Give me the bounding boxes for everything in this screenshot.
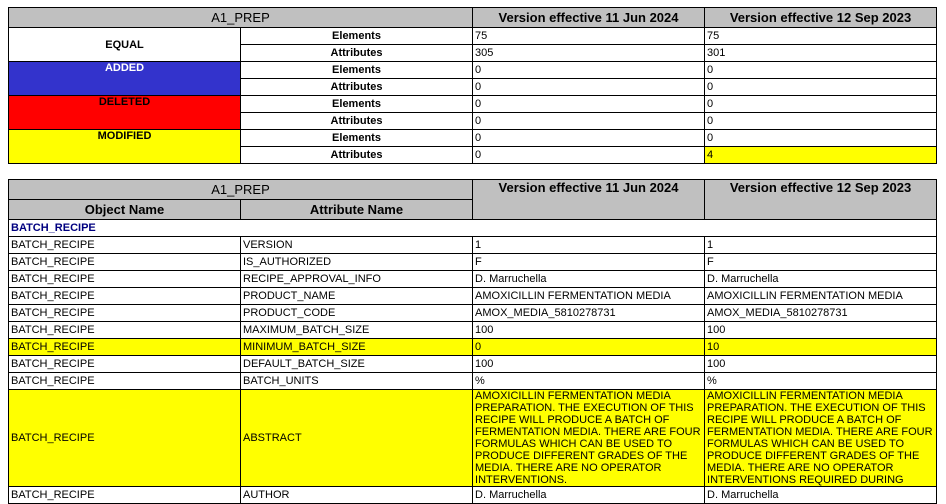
added-attributes-a: 0 [473,79,705,96]
category-added: ADDED [9,62,241,96]
row-value-version-b: D. Marruchella [705,487,937,504]
row-value-version-b: F [705,254,937,271]
category-equal: EQUAL [9,28,241,62]
equal-elements-a: 75 [473,28,705,45]
metric-label-elements: Elements [241,62,473,79]
row-value-version-b: D. Marruchella [705,271,937,288]
detail-rows [9,237,937,504]
row-value-version-b: 10 [705,339,937,356]
deleted-attributes-b: 0 [705,113,937,130]
row-value-version-a: 100 [473,322,705,339]
table-row [9,390,937,487]
row-value-version-a: 100 [473,356,705,373]
row-object-name: BATCH_RECIPE [9,390,241,487]
row-value-version-a: % [473,373,705,390]
row-value-version-b: AMOXICILLIN FERMENTATION MEDIA [705,288,937,305]
equal-elements-b: 75 [705,28,937,45]
row-object-name: BATCH_RECIPE [9,487,241,504]
metric-label-attributes: Attributes [241,79,473,96]
row-object-name: BATCH_RECIPE [9,322,241,339]
deleted-attributes-a: 0 [473,113,705,130]
table-row [9,356,937,373]
row-attribute-name: AUTHOR [241,487,473,504]
added-attributes-b: 0 [705,79,937,96]
row-attribute-name: VERSION [241,237,473,254]
row-attribute-name: ABSTRACT [241,390,473,487]
table-row [9,237,937,254]
equal-attributes-a: 305 [473,45,705,62]
row-object-name: BATCH_RECIPE [9,288,241,305]
summary-table [8,7,937,164]
row-value-version-a: AMOX_MEDIA_5810278731 [473,305,705,322]
added-elements-b: 0 [705,62,937,79]
table-row [9,254,937,271]
deleted-elements-b: 0 [705,96,937,113]
table-row [9,305,937,322]
metric-label-elements: Elements [241,96,473,113]
modified-attributes-a: 0 [473,147,705,164]
detail-version-b-header: Version effective 12 Sep 2023 [705,180,937,220]
deleted-elements-a: 0 [473,96,705,113]
category-modified: MODIFIED [9,130,241,164]
metric-label-attributes: Attributes [241,45,473,62]
modified-elements-a: 0 [473,130,705,147]
table-row [9,339,937,356]
row-value-version-b: 1 [705,237,937,254]
row-object-name: BATCH_RECIPE [9,254,241,271]
row-value-version-a: D. Marruchella [473,487,705,504]
table-row [9,271,937,288]
metric-label-attributes: Attributes [241,113,473,130]
column-header-attribute-name: Attribute Name [241,200,473,220]
detail-title: A1_PREP [9,180,473,200]
row-attribute-name: MINIMUM_BATCH_SIZE [241,339,473,356]
metric-label-elements: Elements [241,130,473,147]
row-attribute-name: PRODUCT_NAME [241,288,473,305]
row-value-version-a: AMOXICILLIN FERMENTATION MEDIA PREPARATION. THE EXECUTION OF THIS RECIPE WILL PRODUCE A BATCH OF FERMENTATION MEDIA. THERE ARE FOUR FORMULAS WHICH CAN BE USED TO PRODUCE DIFFERENT GRADES OF THE MEDIA. THERE ARE NO OPERATOR INTERVENTIONS. [473,390,705,487]
category-deleted: DELETED [9,96,241,130]
row-attribute-name: IS_AUTHORIZED [241,254,473,271]
modified-elements-b: 0 [705,130,937,147]
summary-title: A1_PREP [9,8,473,28]
modified-attributes-b: 4 [705,147,937,164]
detail-table [8,179,937,504]
row-object-name: BATCH_RECIPE [9,373,241,390]
summary-version-a-header: Version effective 11 Jun 2024 [473,8,705,28]
row-attribute-name: PRODUCT_CODE [241,305,473,322]
row-object-name: BATCH_RECIPE [9,356,241,373]
metric-label-attributes: Attributes [241,147,473,164]
row-value-version-a: 1 [473,237,705,254]
column-header-object-name: Object Name [9,200,241,220]
row-attribute-name: DEFAULT_BATCH_SIZE [241,356,473,373]
summary-version-b-header: Version effective 12 Sep 2023 [705,8,937,28]
table-row [9,487,937,504]
row-attribute-name: MAXIMUM_BATCH_SIZE [241,322,473,339]
row-attribute-name: BATCH_UNITS [241,373,473,390]
row-value-version-b: AMOXICILLIN FERMENTATION MEDIA PREPARATION. THE EXECUTION OF THIS RECIPE WILL PRODUCE A BATCH OF FERMENTATION MEDIA. THERE ARE FOUR FORMULAS WHICH CAN BE USED TO PRODUCE DIFFERENT GRADES OF THE MEDIA. THERE ARE NO OPERATOR INTERVENTIONS REQUIRED DURING [705,390,937,487]
row-value-version-a: AMOXICILLIN FERMENTATION MEDIA [473,288,705,305]
metric-label-elements: Elements [241,28,473,45]
table-row [9,322,937,339]
row-value-version-b: % [705,373,937,390]
row-value-version-a: D. Marruchella [473,271,705,288]
detail-version-a-header: Version effective 11 Jun 2024 [473,180,705,220]
added-elements-a: 0 [473,62,705,79]
row-value-version-b: AMOX_MEDIA_5810278731 [705,305,937,322]
row-value-version-b: 100 [705,356,937,373]
equal-attributes-b: 301 [705,45,937,62]
row-value-version-b: 100 [705,322,937,339]
row-object-name: BATCH_RECIPE [9,305,241,322]
row-object-name: BATCH_RECIPE [9,237,241,254]
row-value-version-a: F [473,254,705,271]
row-attribute-name: RECIPE_APPROVAL_INFO [241,271,473,288]
row-object-name: BATCH_RECIPE [9,339,241,356]
table-row [9,373,937,390]
table-row [9,288,937,305]
group-header: BATCH_RECIPE [9,220,937,237]
row-object-name: BATCH_RECIPE [9,271,241,288]
row-value-version-a: 0 [473,339,705,356]
